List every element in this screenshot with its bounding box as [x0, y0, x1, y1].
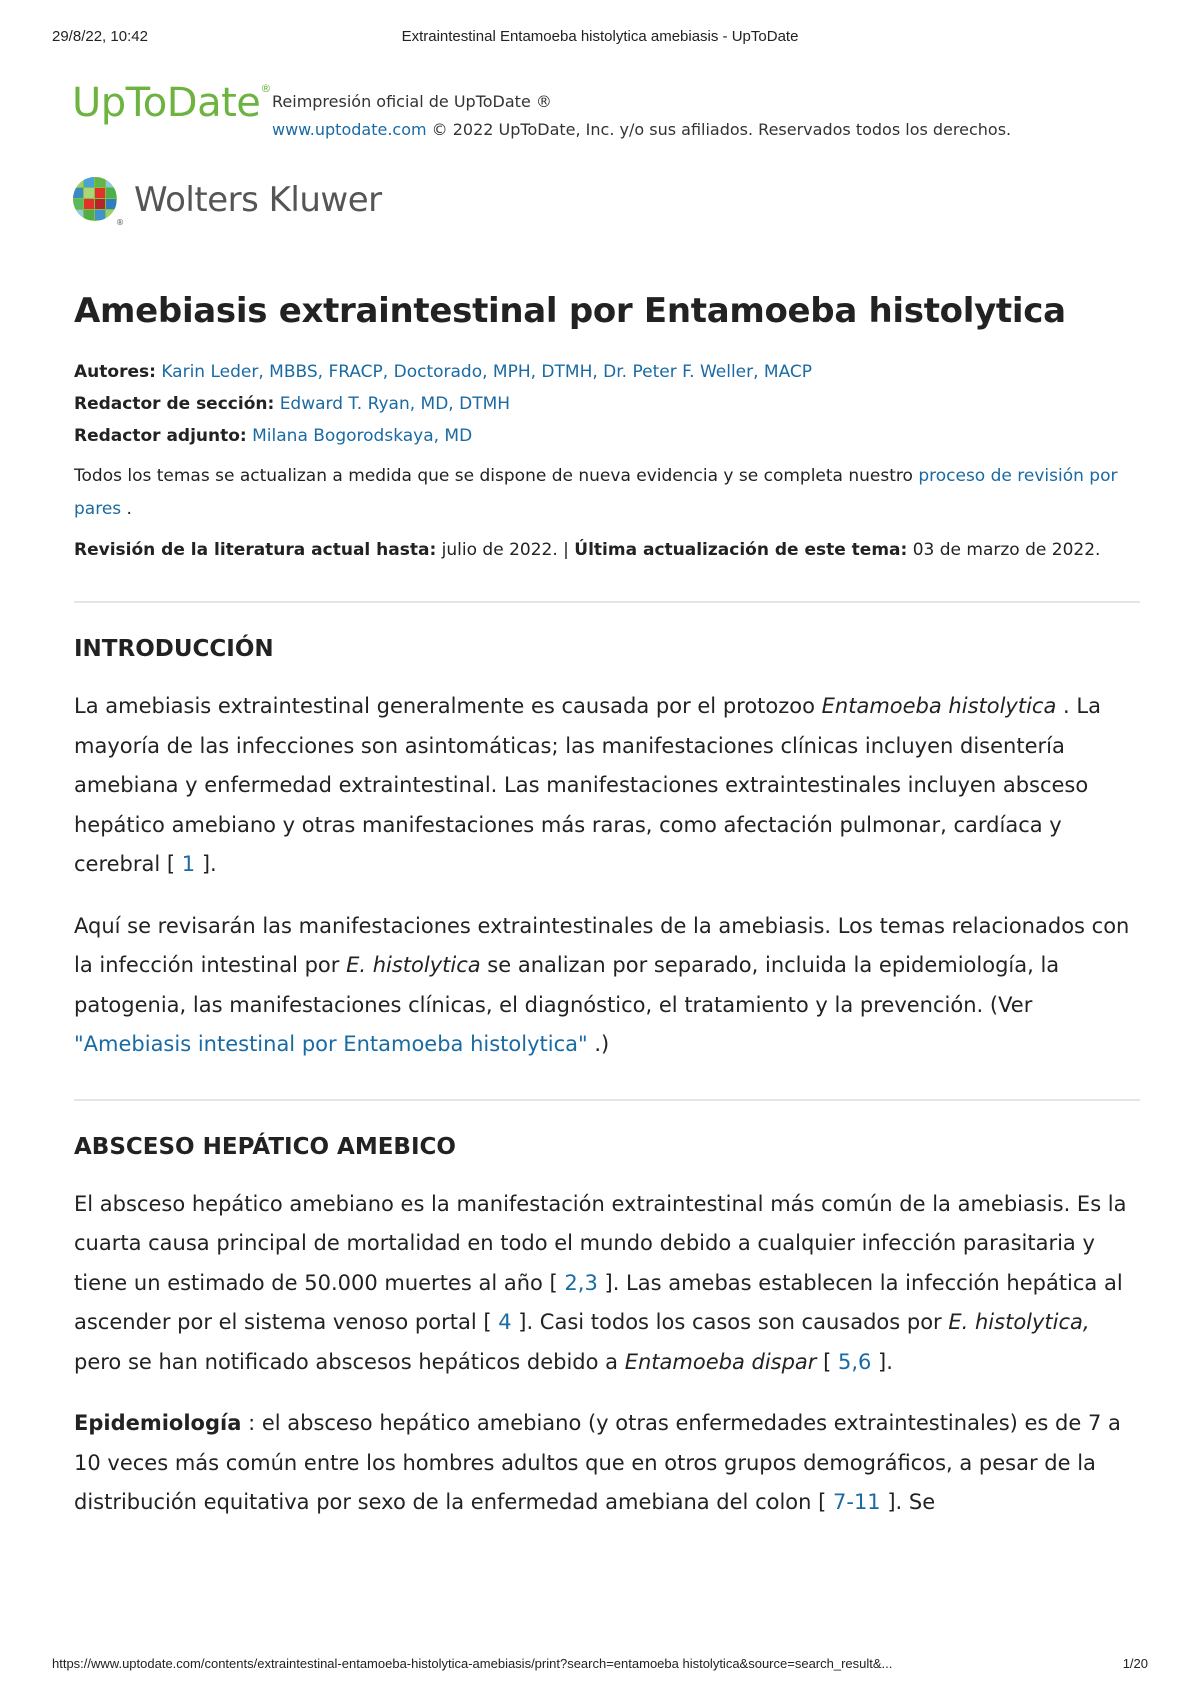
section-divider: [74, 601, 1140, 603]
updated-value: 03 de marzo de 2022.: [907, 540, 1101, 560]
review-value: julio de 2022. |: [436, 540, 575, 560]
intro-p1-text-3: ].: [195, 852, 217, 876]
review-label: Revisión de la literatura actual hasta:: [74, 540, 437, 560]
uptodate-logo: [72, 80, 271, 126]
intro-p2-text: Aquí se revisarán las manifestaciones extraintestinales de la amebiasis. Los temas relacionados con la infección intestinal por: [74, 913, 1130, 977]
print-header: [52, 28, 1148, 48]
abscess-p1-text-5: [: [816, 1349, 838, 1374]
update-note-end: .: [121, 499, 132, 519]
authors-label: Autores:: [74, 362, 156, 382]
copyright-text: © 2022 UpToDate, Inc. y/o sus afiliados. Reservados todos los derechos.: [426, 120, 1012, 139]
registered-mark: ®: [260, 82, 271, 95]
intro-p2-species: E. histolytica: [346, 953, 481, 977]
abscess-p2-text: : el absceso hepático amebiano (y otras enfermedades extraintestinales) es de 7 a 10 veces más común entre los hombres adultos que en otros grupos demográficos, a pesar de la distribución equitativa por sexo de la enfermedad amebiana del colon [: [74, 1411, 1121, 1514]
intro-p2-text-3: .): [587, 1032, 610, 1056]
abscess-p1-text-6: ].: [871, 1349, 893, 1374]
update-note: [74, 460, 1140, 526]
deputy-editor-link[interactable]: Milana Bogorodskaya, MD: [252, 426, 473, 446]
wolters-kluwer-mosaic-icon: [72, 176, 122, 226]
section-editor-link[interactable]: Edward T. Ryan, MD, DTMH: [279, 394, 511, 414]
section-editor-label: Redactor de sección:: [74, 394, 275, 414]
reprint-notice: [272, 88, 1011, 144]
reference-link-5-6[interactable]: 5,6: [837, 1349, 872, 1374]
intro-paragraph-1: [74, 687, 1140, 885]
print-url: https://www.uptodate.com/contents/extraintestinal-entamoeba-histolytica-amebiasis/print?search=entamoeba histolytica&source=search_result&...: [52, 1656, 893, 1671]
intro-paragraph-2: [74, 907, 1140, 1065]
deputy-editor-label: Redactor adjunto:: [74, 426, 247, 446]
wolters-kluwer-wordmark: Wolters Kluwer: [134, 180, 382, 220]
uptodate-site-link[interactable]: www.uptodate.com: [272, 120, 427, 139]
authors-link[interactable]: Karin Leder, MBBS, FRACP, Doctorado, MPH, DTMH, Dr. Peter F. Weller, MACP: [161, 362, 813, 382]
peer-review-link[interactable]: proceso de revisión por pares: [74, 466, 1118, 519]
page-number: 1/20: [1122, 1656, 1148, 1671]
section-heading-liver-abscess: ABSCESO HEPÁTICO AMEBICO: [74, 1133, 456, 1160]
intro-p1-species: Entamoeba histolytica: [821, 694, 1057, 718]
section-editor-row: [74, 388, 1140, 420]
reference-link-2-3[interactable]: 2,3: [564, 1270, 598, 1295]
abscess-paragraph-2: [74, 1404, 1140, 1523]
section-heading-introduction: INTRODUCCIÓN: [74, 636, 274, 662]
intro-p2-text-2: se analizan por separado, incluida la epidemiología, la patogenia, las manifestaciones clínicas, el diagnóstico, el tratamiento y la prevención. (Ver: [74, 953, 1060, 1017]
abscess-p2-text-2: ]. Se: [880, 1490, 936, 1514]
abscess-p1-text-4: pero se han notificado abscesos hepáticos debido a: [74, 1349, 625, 1374]
reference-link-4[interactable]: 4: [498, 1310, 512, 1334]
reference-link-1[interactable]: 1: [181, 852, 196, 876]
intro-p1-text-2: . La mayoría de las infecciones son asintomáticas; las manifestaciones clínicas incluyen disentería amebiana y enfermedad extraintestinal. Las manifestaciones extraintestinales incluyen absceso hepático amebiano y otras manifestaciones más raras, como afectación pulmonar, cardíaca y cerebral [: [74, 694, 1101, 876]
abscess-p1-text-2: ]. Las amebas establecen la infección hepática al ascender por el sistema venoso portal [: [74, 1270, 1123, 1334]
abscess-p1-species-1: E. histolytica,: [948, 1310, 1090, 1334]
section-divider: [74, 1099, 1140, 1101]
article: [74, 288, 1140, 1523]
abscess-p1-species-2: Entamoeba dispar: [624, 1349, 817, 1374]
article-title: Amebiasis extraintestinal por Entamoeba histolytica: [74, 291, 1066, 331]
article-credits: [74, 356, 1140, 452]
authors-row: [74, 356, 1140, 388]
copyright-line: [272, 116, 1011, 144]
reprint-line: Reimpresión oficial de UpToDate ®: [272, 92, 552, 111]
abscess-p1-text: El absceso hepático amebiano es la manifestación extraintestinal más común de la amebiasis. Es la cuarta causa principal de mortalidad en todo el mundo debido a cualquier infección parasitaria y tiene un estimado de 50.000 muertes al año [: [74, 1191, 1127, 1295]
epidemiology-subheading: Epidemiología: [74, 1411, 242, 1435]
review-dates: [74, 534, 1140, 567]
intro-p1-text: La amebiasis extraintestinal generalmente es causada por el protozoo: [74, 694, 822, 718]
uptodate-logo-text: UpToDate: [72, 80, 261, 126]
updated-label: Última actualización de este tema:: [574, 540, 908, 560]
deputy-editor-row: [74, 420, 1140, 452]
intestinal-amebiasis-topic-link[interactable]: "Amebiasis intestinal por Entamoeba histolytica": [74, 1032, 588, 1056]
print-document-title: Extraintestinal Entamoeba histolytica amebiasis - UpToDate: [401, 28, 799, 45]
print-date: 29/8/22, 10:42: [52, 28, 148, 45]
reference-link-7-11[interactable]: 7-11: [833, 1490, 881, 1514]
abscess-paragraph-1: [74, 1185, 1140, 1383]
print-footer: [52, 1656, 1148, 1676]
wk-registered-mark: ®: [116, 218, 124, 227]
update-note-text: Todos los temas se actualizan a medida que se dispone de nueva evidencia y se completa nuestro: [74, 466, 919, 486]
abscess-p1-text-3: ]. Casi todos los casos son causados por: [511, 1310, 949, 1334]
